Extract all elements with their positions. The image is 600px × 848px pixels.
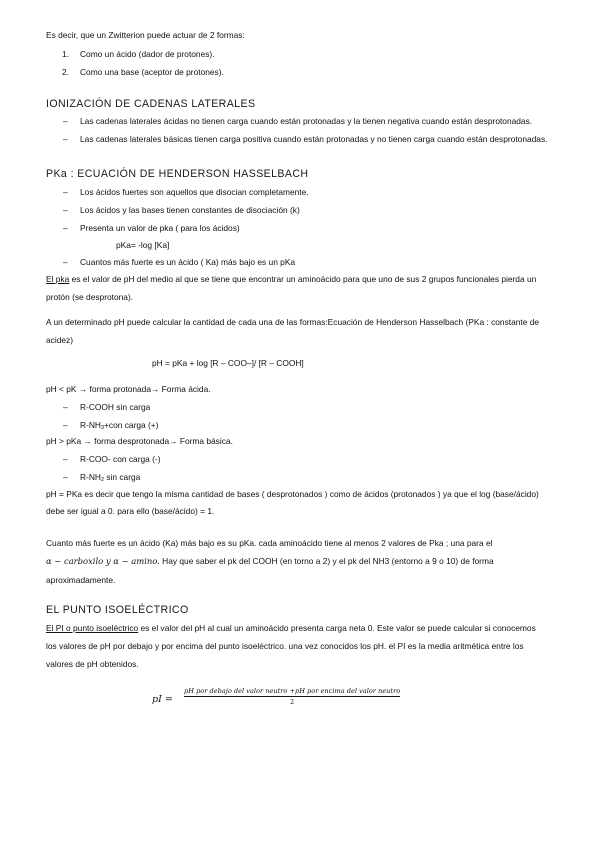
section-heading-pka: PKa : ECUACIÓN DE HENDERSON HASSELBACH	[46, 168, 309, 180]
pi-definition	[46, 623, 536, 633]
list-number: 1.	[62, 49, 69, 59]
bullet-text: Las cadenas laterales básicas tienen carga positiva cuando están protonadas y no tienen carga cuando están desprotonadas.	[80, 134, 548, 144]
bullet-dash: –	[63, 257, 68, 267]
pi-term: El PI o punto isoeléctrico	[46, 623, 139, 633]
bullet-dash: –	[63, 116, 68, 126]
equal-line-2: debe ser igual a 0. para ello (base/ácido) = 1.	[46, 506, 215, 516]
base-form-line: pH > pKa → forma desprotonada→ Forma básica.	[46, 436, 233, 446]
pi-definition-line2: los valores de pH por debajo y por encima del punto isoeléctrico. una vez conocidos los pH. el PI es la media aritmética entre los	[46, 641, 524, 651]
calc-line: A un determinado pH puede calcular la cantidad de cada una de las formas:Ecuación de Henderson Hasselbach (PKa : constante de	[46, 317, 540, 327]
acid-form-line: pH < pK → forma protonada→ Forma ácida.	[46, 384, 211, 394]
pi-definition-line3: valores de pH obtenidos.	[46, 659, 139, 669]
pi-formula-denominator: 2	[290, 698, 295, 706]
strong-acid-line-3: aproximadamente.	[46, 575, 116, 585]
pi-formula-lhs: pI =	[152, 694, 173, 705]
henderson-equation: pH = pKa + log [R – COO–]/ [R – COOH]	[152, 358, 304, 368]
pka-definition-text: es el valor de pH del medio al que se tiene que encontrar un aminoácido para que uno de sus 2 grupos funcionales pierda un	[69, 274, 537, 284]
formula-subscript: 2	[100, 477, 104, 483]
pi-definition-text: es el valor del pH al cual un aminoácido presenta carga neta 0. Este valor se puede calcular si conocemos	[138, 623, 536, 633]
list-item: Como un ácido (dador de protones).	[80, 49, 215, 59]
list-item: Como una base (aceptor de protones).	[80, 67, 224, 77]
strong-acid-line-2	[46, 556, 494, 566]
strong-acid-text: Hay que saber el pk del COOH (en torno a 2) y el pk del NH3 (entorno a 9 o 10) de forma	[159, 556, 494, 566]
formula-part: R-NH	[80, 472, 101, 482]
bullet-dash: –	[63, 472, 68, 482]
bullet-dash: –	[63, 420, 68, 430]
fraction-bar	[184, 696, 400, 697]
strong-acid-line: Cuanto más fuerte es un ácido (Ka) más bajo es su pKa. cada aminoácido tiene al menos 2 valores de Pka ; una para el	[46, 538, 493, 548]
formula-part: sin carga	[104, 472, 141, 482]
bullet-text: R-COOH sin carga	[80, 402, 151, 412]
calc-line-2: acidez)	[46, 335, 73, 345]
bullet-text: Presenta un valor de pka ( para los ácidos)	[80, 223, 240, 233]
bullet-dash: –	[63, 187, 68, 197]
bullet-text: R-COO- con carga (-)	[80, 454, 161, 464]
pka-term: El pka	[46, 274, 70, 284]
pka-formula: pKa= -log [Ka]	[116, 240, 170, 250]
equal-line: pH = PKa es decir que tengo la misma cantidad de bases ( desprotonados ) como de ácidos (protonados ) ya que el log (base/ácido)	[46, 489, 539, 499]
bullet-dash: –	[63, 134, 68, 144]
pka-definition-line2: protón (se desprotona).	[46, 292, 134, 302]
alpha-groups-math: α − carboxilo y α − amino.	[46, 556, 160, 566]
bullet-text: Cuantos más fuerte es un ácido ( Ka) más bajo es un pKa	[80, 257, 296, 267]
pka-definition	[46, 274, 536, 284]
list-number: 2.	[62, 67, 69, 77]
pi-formula-numerator: pH por debajo del valor neutro +pH por encima del valor neutro	[184, 687, 401, 695]
section-heading-isoelectrico: EL PUNTO ISOELÉCTRICO	[46, 604, 189, 616]
pi-formula-fraction	[184, 687, 400, 706]
formula-subscript: 3	[100, 425, 104, 431]
bullet-text	[80, 420, 158, 431]
bullet-dash: –	[63, 205, 68, 215]
formula-part: +con carga (+)	[104, 420, 159, 430]
bullet-text: Las cadenas laterales ácidas no tienen carga cuando están protonadas y la tienen negativa cuando están desprotonadas.	[80, 116, 533, 126]
bullet-dash: –	[63, 223, 68, 233]
bullet-text	[80, 472, 140, 483]
bullet-text: Los ácidos y las bases tienen constantes de disociación (k)	[80, 205, 300, 215]
bullet-dash: –	[63, 454, 68, 464]
bullet-text: Los ácidos fuertes son aquellos que disocian completamente.	[80, 187, 309, 197]
section-heading-ionizacion: IONIZACIÓN DE CADENAS LATERALES	[46, 98, 256, 110]
bullet-dash: –	[63, 402, 68, 412]
formula-part: R-NH	[80, 420, 101, 430]
intro-line: Es decir, que un Zwitterion puede actuar de 2 formas:	[46, 30, 245, 40]
